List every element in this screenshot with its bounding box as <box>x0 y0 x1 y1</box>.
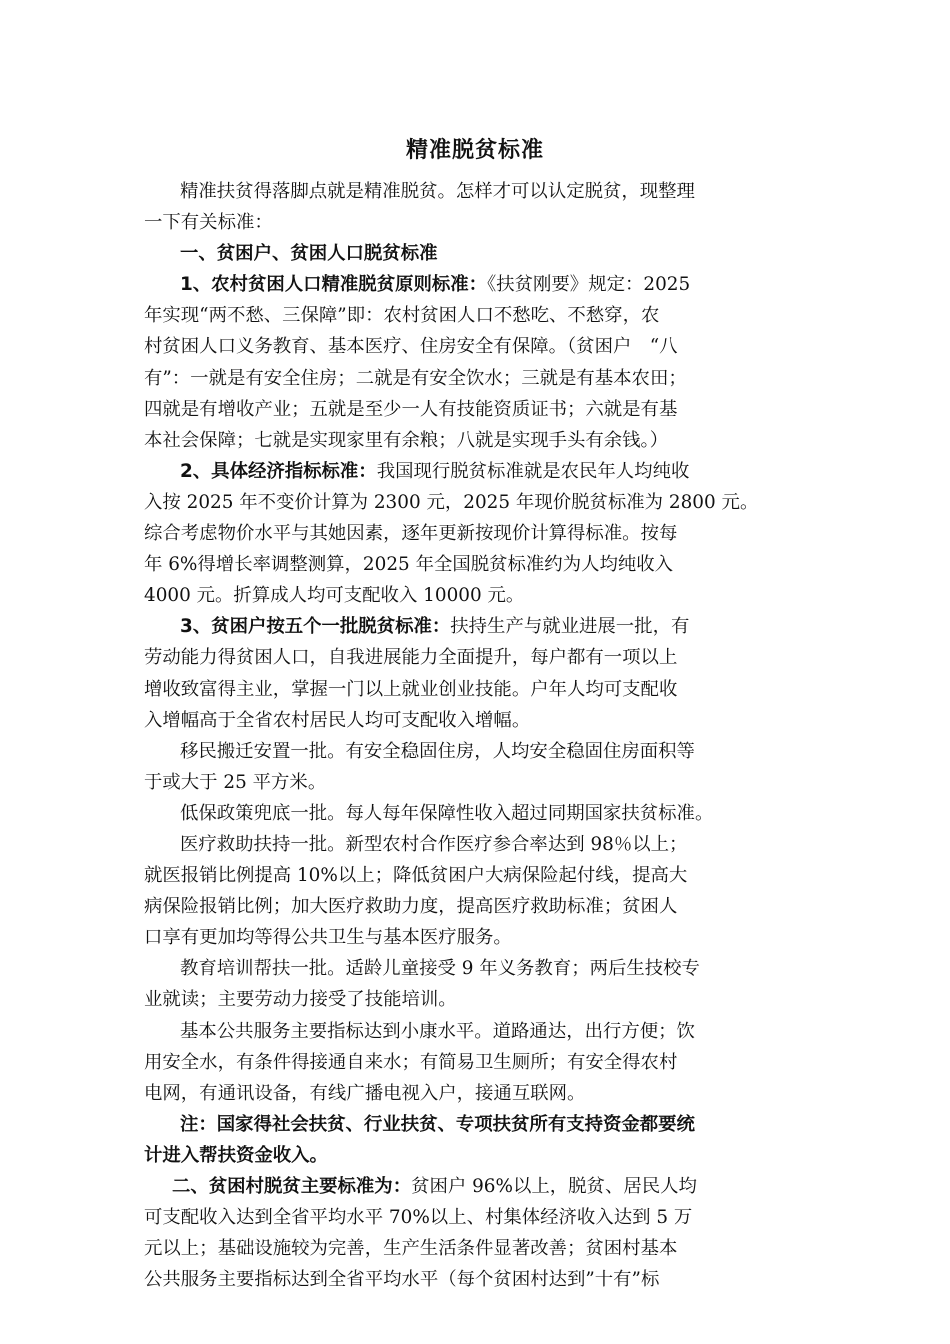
text-line <box>144 363 816 394</box>
text-segment: 于或大于 25 平方米。 <box>144 771 327 793</box>
text-segment: 4000 元。折算成人均可支配收入 10000 元。 <box>144 585 525 607</box>
text-segment: 口享有更加均等得公共卫生与基本医疗服务。 <box>144 927 512 949</box>
bold-text: 计进入帮扶资金收入。 <box>144 1144 328 1166</box>
text-segment: 四就是有增收产业；五就是至少一人有技能资质证书；六就是有基 <box>144 398 678 420</box>
text-line <box>144 767 816 798</box>
text-segment: 移民搬迁安置一批。有安全稳固住房，人均安全稳固住房面积等 <box>180 740 695 762</box>
bold-text: 1、农村贫困人口精准脱贫原则标准： <box>180 274 488 296</box>
text-line <box>144 705 816 736</box>
text-line <box>144 394 816 425</box>
text-segment: 我国现行脱贫标准就是农民年人均纯收 <box>376 460 690 482</box>
text-segment: 电网，有通讯设备，有线广播电视入户，接通互联网。 <box>144 1082 586 1104</box>
text-line <box>144 1109 816 1140</box>
text-line <box>144 456 816 487</box>
text-segment: 低保政策兜底一批。每人每年保障性收入超过同期国家扶贫标准。 <box>180 802 714 824</box>
text-segment: 《扶贫刚要》规定：2025 <box>487 274 691 296</box>
text-line <box>144 1202 816 1233</box>
text-line <box>144 207 816 238</box>
text-line <box>144 674 816 705</box>
text-line <box>144 642 816 673</box>
text-line <box>144 953 816 984</box>
text-segment: 村贫困人口义务教育、基本医疗、住房安全有保障。（贫困户 “八 <box>144 336 678 358</box>
text-line <box>144 1140 816 1171</box>
bold-text: 注：国家得社会扶贫、行业扶贫、专项扶贫所有支持资金都要统 <box>180 1113 695 1135</box>
text-line <box>144 176 816 207</box>
text-line <box>144 891 816 922</box>
document-title: 精准脱贫标准 <box>405 138 544 163</box>
text-line <box>144 1264 816 1295</box>
text-segment: 入按 2025 年不变价计算为 2300 元，2025 年现价脱贫标准为 2800 元。 <box>144 491 759 513</box>
text-segment: 入增幅高于全省农村居民人均可支配收入增幅。 <box>144 709 531 731</box>
text-line <box>144 487 816 518</box>
text-line <box>144 331 816 362</box>
document-body <box>144 176 816 1295</box>
text-segment: 有”：一就是有安全住房；二就是有安全饮水；三就是有基本农田； <box>144 367 687 389</box>
text-line <box>144 518 816 549</box>
text-segment: 本社会保障；七就是实现家里有余粮；八就是实现手头有余钱。） <box>144 429 669 451</box>
text-segment: 基本公共服务主要指标达到小康水平。道路通达，出行方便；饮 <box>180 1020 695 1042</box>
text-line <box>144 549 816 580</box>
text-segment: 年 6%得增长率调整测算，2025 年全国脱贫标准约为人均纯收入 <box>144 554 674 576</box>
text-line <box>144 611 816 642</box>
text-line <box>144 1016 816 1047</box>
text-segment: 医疗救助扶持一批。新型农村合作医疗参合率达到 98％以上； <box>180 833 688 855</box>
text-segment: 可支配收入达到全省平均水平 70%以上、村集体经济收入达到 5 万 <box>144 1207 693 1229</box>
bold-text: 一、贫困户、贫困人口脱贫标准 <box>180 243 438 265</box>
text-line <box>144 269 816 300</box>
text-line <box>144 425 816 456</box>
text-line <box>144 829 816 860</box>
text-segment: 教育培训帮扶一批。适龄儿童接受 9 年义务教育；两后生技校专 <box>180 958 700 980</box>
text-segment: 公共服务主要指标达到全省平均水平（每个贫困村达到”十有”标 <box>144 1269 660 1291</box>
text-segment: 一下有关标准： <box>144 212 273 234</box>
bold-text: 3、贫困户按五个一批脱贫标准： <box>180 616 451 638</box>
text-line <box>144 860 816 891</box>
text-line <box>144 300 816 331</box>
text-segment: 扶持生产与就业进展一批，有 <box>450 616 690 638</box>
bold-text: 2、具体经济指标标准： <box>180 460 377 482</box>
text-line <box>144 736 816 767</box>
text-segment: 用安全水，有条件得接通自来水；有简易卫生厕所；有安全得农村 <box>144 1051 678 1073</box>
text-segment: 贫困户 96%以上，脱贫、居民人均 <box>411 1176 697 1197</box>
bold-text: 二、贫困村脱贫主要标准为： <box>172 1176 412 1197</box>
text-line <box>144 238 816 269</box>
text-segment: 就医报销比例提高 10%以上；降低贫困户大病保险起付线，提高大 <box>144 865 688 887</box>
text-line <box>144 1171 816 1202</box>
text-line <box>144 1047 816 1078</box>
text-segment: 劳动能力得贫困人口，自我进展能力全面提升，每户都有一项以上 <box>144 647 678 669</box>
text-segment: 精准扶贫得落脚点就是精准脱贫。怎样才可以认定脱贫，现整理 <box>180 181 695 202</box>
text-line <box>144 1078 816 1109</box>
text-line <box>144 984 816 1015</box>
text-segment: 元以上；基础设施较为完善，生产生活条件显著改善；贫困村基本 <box>144 1238 678 1260</box>
text-segment: 病保险报销比例；加大医疗救助力度，提高医疗救助标准；贫困人 <box>144 896 678 918</box>
text-segment: 年实现“两不愁、三保障”即：农村贫困人口不愁吃、不愁穿，农 <box>144 305 660 327</box>
text-segment: 增收致富得主业，掌握一门以上就业创业技能。户年人均可支配收 <box>144 678 678 700</box>
text-line <box>144 922 816 953</box>
text-line <box>144 580 816 611</box>
text-line <box>144 1233 816 1264</box>
text-segment: 综合考虑物价水平与其她因素，逐年更新按现价计算得标准。按每 <box>144 523 678 545</box>
text-segment: 业就读；主要劳动力接受了技能培训。 <box>144 989 457 1011</box>
text-line <box>144 798 816 829</box>
